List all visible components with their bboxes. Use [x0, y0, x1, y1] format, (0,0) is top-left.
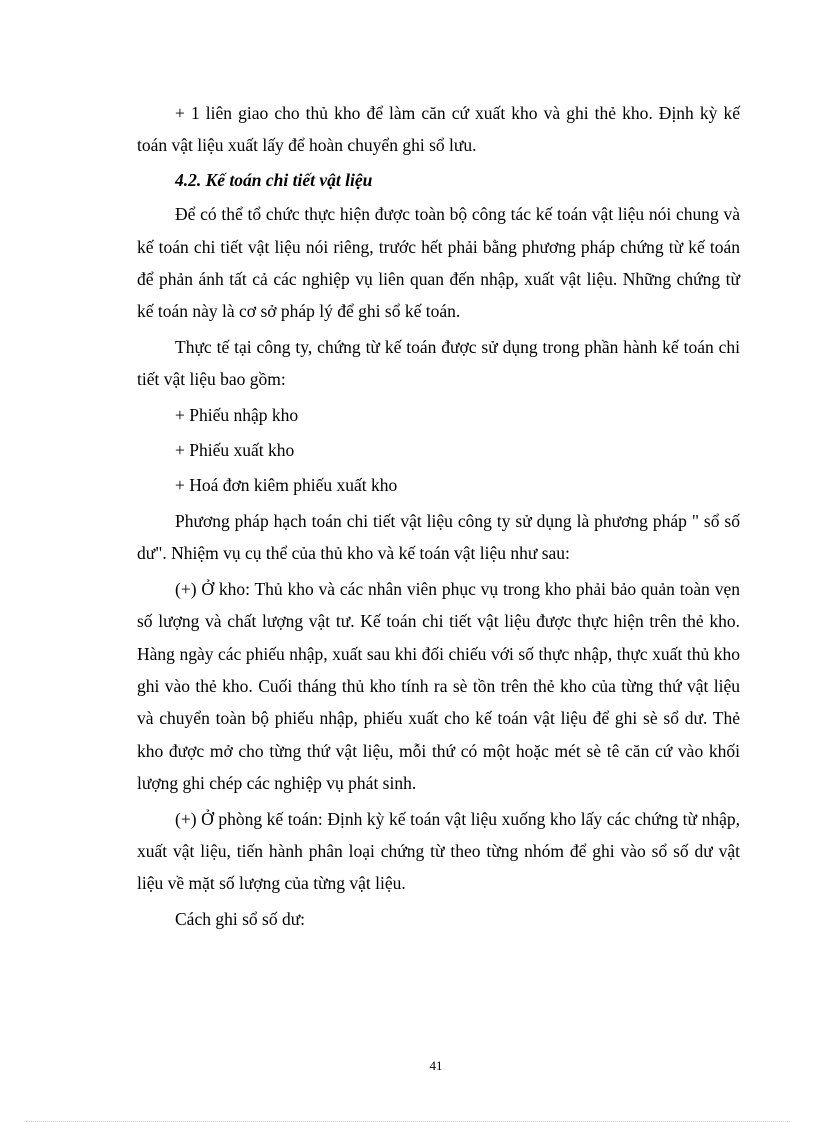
section-heading: 4.2. Kế toán chi tiết vật liệu	[175, 169, 373, 190]
list-item: + Phiếu xuất kho	[175, 440, 295, 461]
paragraph-balance-book: Cách ghi sổ số dư:	[175, 908, 306, 929]
paragraph-method: Phương pháp hạch toán chi tiết vật liệu công ty sử dụng là phương pháp " sổ số dư". Nhiệm vụ cụ thể của thủ kho và kế toán vật liệu như sau:	[137, 510, 740, 564]
paragraph-at-accounting: (+) Ở phòng kế toán: Định kỳ kế toán vật liệu xuống kho lấy các chứng từ nhập, xuất vật liệu, tiến hành phân loại chứng từ theo từng nhóm để ghi vào sổ số dư vật liệu về mặt số lượng của từng vật liệu.	[137, 808, 740, 894]
paragraph-intro: Để có thể tổ chức thực hiện được toàn bộ công tác kế toán vật liệu nói chung và kế toán chi tiết vật liệu nói riêng, trước hết phải bằng phương pháp chứng từ kế toán để phản ánh tất cả các nghiệp vụ liên quan đến nhập, xuất vật liệu. Những chứng từ kế toán này là cơ sở pháp lý để ghi sổ kế toán.	[137, 204, 740, 322]
paragraph-documents-used: Thực tế tại công ty, chứng từ kế toán được sử dụng trong phần hành kế toán chi tiết vật liệu bao gồm:	[137, 336, 740, 390]
list-item: + Hoá đơn kiêm phiếu xuất kho	[175, 475, 398, 496]
page-body	[137, 97, 740, 935]
page-number: 41	[429, 1058, 443, 1073]
footer-divider	[26, 1121, 790, 1122]
list-item: + Phiếu nhập kho	[175, 404, 299, 425]
paragraph-warehouse-copy: + 1 liên giao cho thủ kho để làm căn cứ xuất kho và ghi thẻ kho. Định kỳ kế toán vật liệu xuất lấy để hoàn chuyển ghi sổ lưu.	[137, 103, 740, 156]
paragraph-at-warehouse: (+) Ở kho: Thủ kho và các nhân viên phục vụ trong kho phải bảo quản toàn vẹn số lượng và chất lượng vật tư. Kế toán chi tiết vật liệu được thực hiện trên thẻ kho. Hàng ngày các phiếu nhập, xuất sau khi đối chiếu với số thực nhập, thực xuất thủ kho ghi vào thẻ kho. Cuối tháng thủ kho tính ra sè tồn trên thẻ kho của từng thứ vật liệu và chuyển toàn bộ phiếu nhập, phiếu xuất cho kế toán vật liệu để ghi sè sổ dư. Thẻ kho được mở cho từng thứ vật liệu, mỗi thứ có một hoặc mét sè tê căn cứ vào khối lượng ghi chép các nghiệp vụ phát sinh.	[137, 578, 740, 794]
